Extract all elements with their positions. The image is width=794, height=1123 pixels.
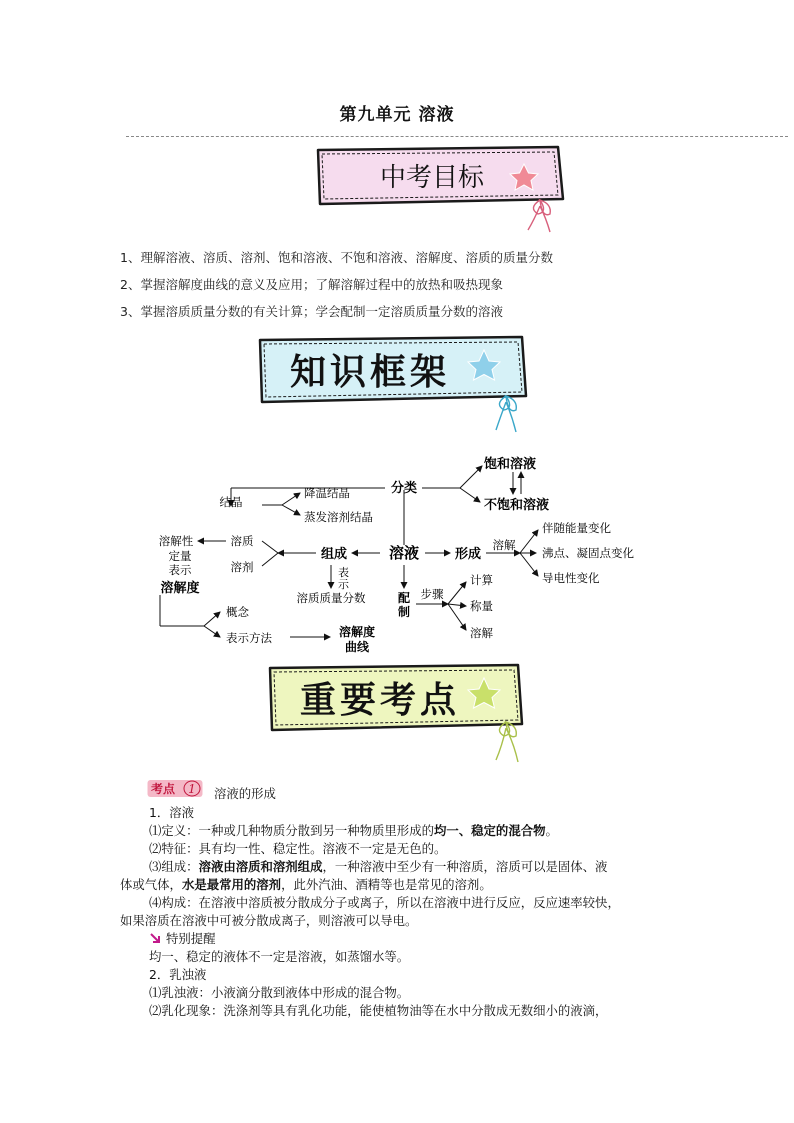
diagram-solubility: 溶解度 [160,581,200,596]
diagram-express-method: 表示方法 [226,631,272,645]
diagram-composition: 组成 [320,547,348,562]
diagram-unsaturated: 不饱和溶液 [484,498,550,513]
diagram-solute: 溶质 [230,534,254,548]
composition2-bold: 水是最常用的溶剂 [181,877,282,892]
emulsion-line-2: ⑵乳化现象：洗涤剂等具有乳化功能，能使植物油等在水中分散成无数细小的液滴， [149,1003,608,1018]
constitution-line-2: 如果溶质在溶液中可被分散成离子，则溶液可以导电。 [120,913,418,928]
objective-1: 1、理解溶液、溶质、溶剂、饱和溶液、不饱和溶液、溶解度、溶质的质量分数 [120,250,553,265]
composition2-prefix: 体或气体， [120,877,182,892]
diagram-crystallize: 结晶 [219,495,243,509]
diagram-solubility-prop: 溶解性 [158,534,194,548]
composition-line-1 [149,857,607,875]
diagram-formation: 形成 [454,547,482,562]
kaodian-badge-number: 1 [188,782,196,796]
framework-banner-text: 知识框架 [289,351,451,393]
kaodian-badge-label: 考点 [151,782,176,796]
diagram-mass-fraction: 溶质质量分数 [296,591,366,605]
diagram-express-b: 表 [338,566,349,579]
goals-banner-text: 中考目标 [379,163,485,193]
ribbon-icon [496,722,518,762]
key-points-banner-text: 重要考点 [299,679,461,721]
diagram-prepare-b: 制 [397,605,411,619]
diagram-center: 溶液 [388,544,420,562]
kaodian-title: 溶液的形成 [214,786,276,801]
diagram-saturated: 饱和溶液 [484,457,537,472]
diagram-step-1: 计算 [470,573,493,587]
objective-3: 3、掌握溶质质量分数的有关计算；学会配制一定溶质质量分数的溶液 [120,304,503,319]
diagram-concept: 概念 [226,605,249,619]
diagram-step-2: 称量 [470,599,493,613]
diagram-effect-2: 沸点、凝固点变化 [542,546,634,560]
diagram-solvent: 溶剂 [230,560,254,574]
diagram-curve-a: 溶解度 [338,625,376,639]
definition-end: 。 [545,823,558,838]
composition-line-2 [120,875,492,893]
kaodian-badge [147,779,203,798]
diagram-effect-1: 伴随能量变化 [542,521,611,535]
diagram-evap-cryst: 蒸发溶剂结晶 [304,510,373,524]
objective-2: 2、掌握溶解度曲线的意义及应用；了解溶解过程中的放热和吸热现象 [120,277,503,292]
composition-prefix: ⑶组成： [149,859,199,874]
diagram-express-c: 示 [338,578,349,591]
arrow-down-right-icon [149,932,162,944]
emulsion-line-1: ⑴乳浊液：小液滴分散到液体中形成的混合物。 [149,985,410,1000]
key-points-banner [262,662,542,772]
definition-text: ⑴定义：一种或几种物质分散到另一种物质里形成的 [149,823,434,838]
diagram-express-a: 表示 [168,563,192,577]
section-2-heading: 2．乳浊液 [149,967,207,982]
diagram-step-3: 溶解 [470,626,493,640]
composition-bold: 溶液由溶质和溶剂组成 [198,859,323,874]
diagram-steps: 步骤 [420,587,444,601]
constitution-line-1: ⑷构成：在溶液中溶质被分散成分子或离子，所以在溶液中进行反应，反应速率较快， [149,895,620,910]
special-reminder [149,929,216,947]
definition-bold: 均一、稳定的混合物 [433,823,546,838]
diagram-prepare-a: 配 [397,591,411,605]
composition-text: ，一种溶液中至少有一种溶质，溶质可以是固体、液 [322,859,608,874]
feature-line: ⑵特征：具有均一性、稳定性。溶液不一定是无色的。 [149,841,447,856]
diagram-dissolve: 溶解 [492,538,516,552]
composition2-text: ，此外汽油、酒精等也是常见的溶剂。 [281,877,492,892]
page-title: 第九单元 溶液 [339,105,455,125]
diagram-classify: 分类 [390,481,418,496]
reminder-label: 特别提醒 [166,931,216,946]
definition-line [149,821,558,839]
section-1-heading: 1．溶液 [149,805,195,820]
reminder-text: 均一、稳定的液体不一定是溶液，如蒸馏水等。 [149,949,410,964]
diagram-effect-3: 导电性变化 [542,571,600,585]
diagram-cool-cryst: 降温结晶 [304,486,350,500]
diagram-quantify: 定量 [168,549,192,563]
diagram-curve-b: 曲线 [344,640,370,654]
